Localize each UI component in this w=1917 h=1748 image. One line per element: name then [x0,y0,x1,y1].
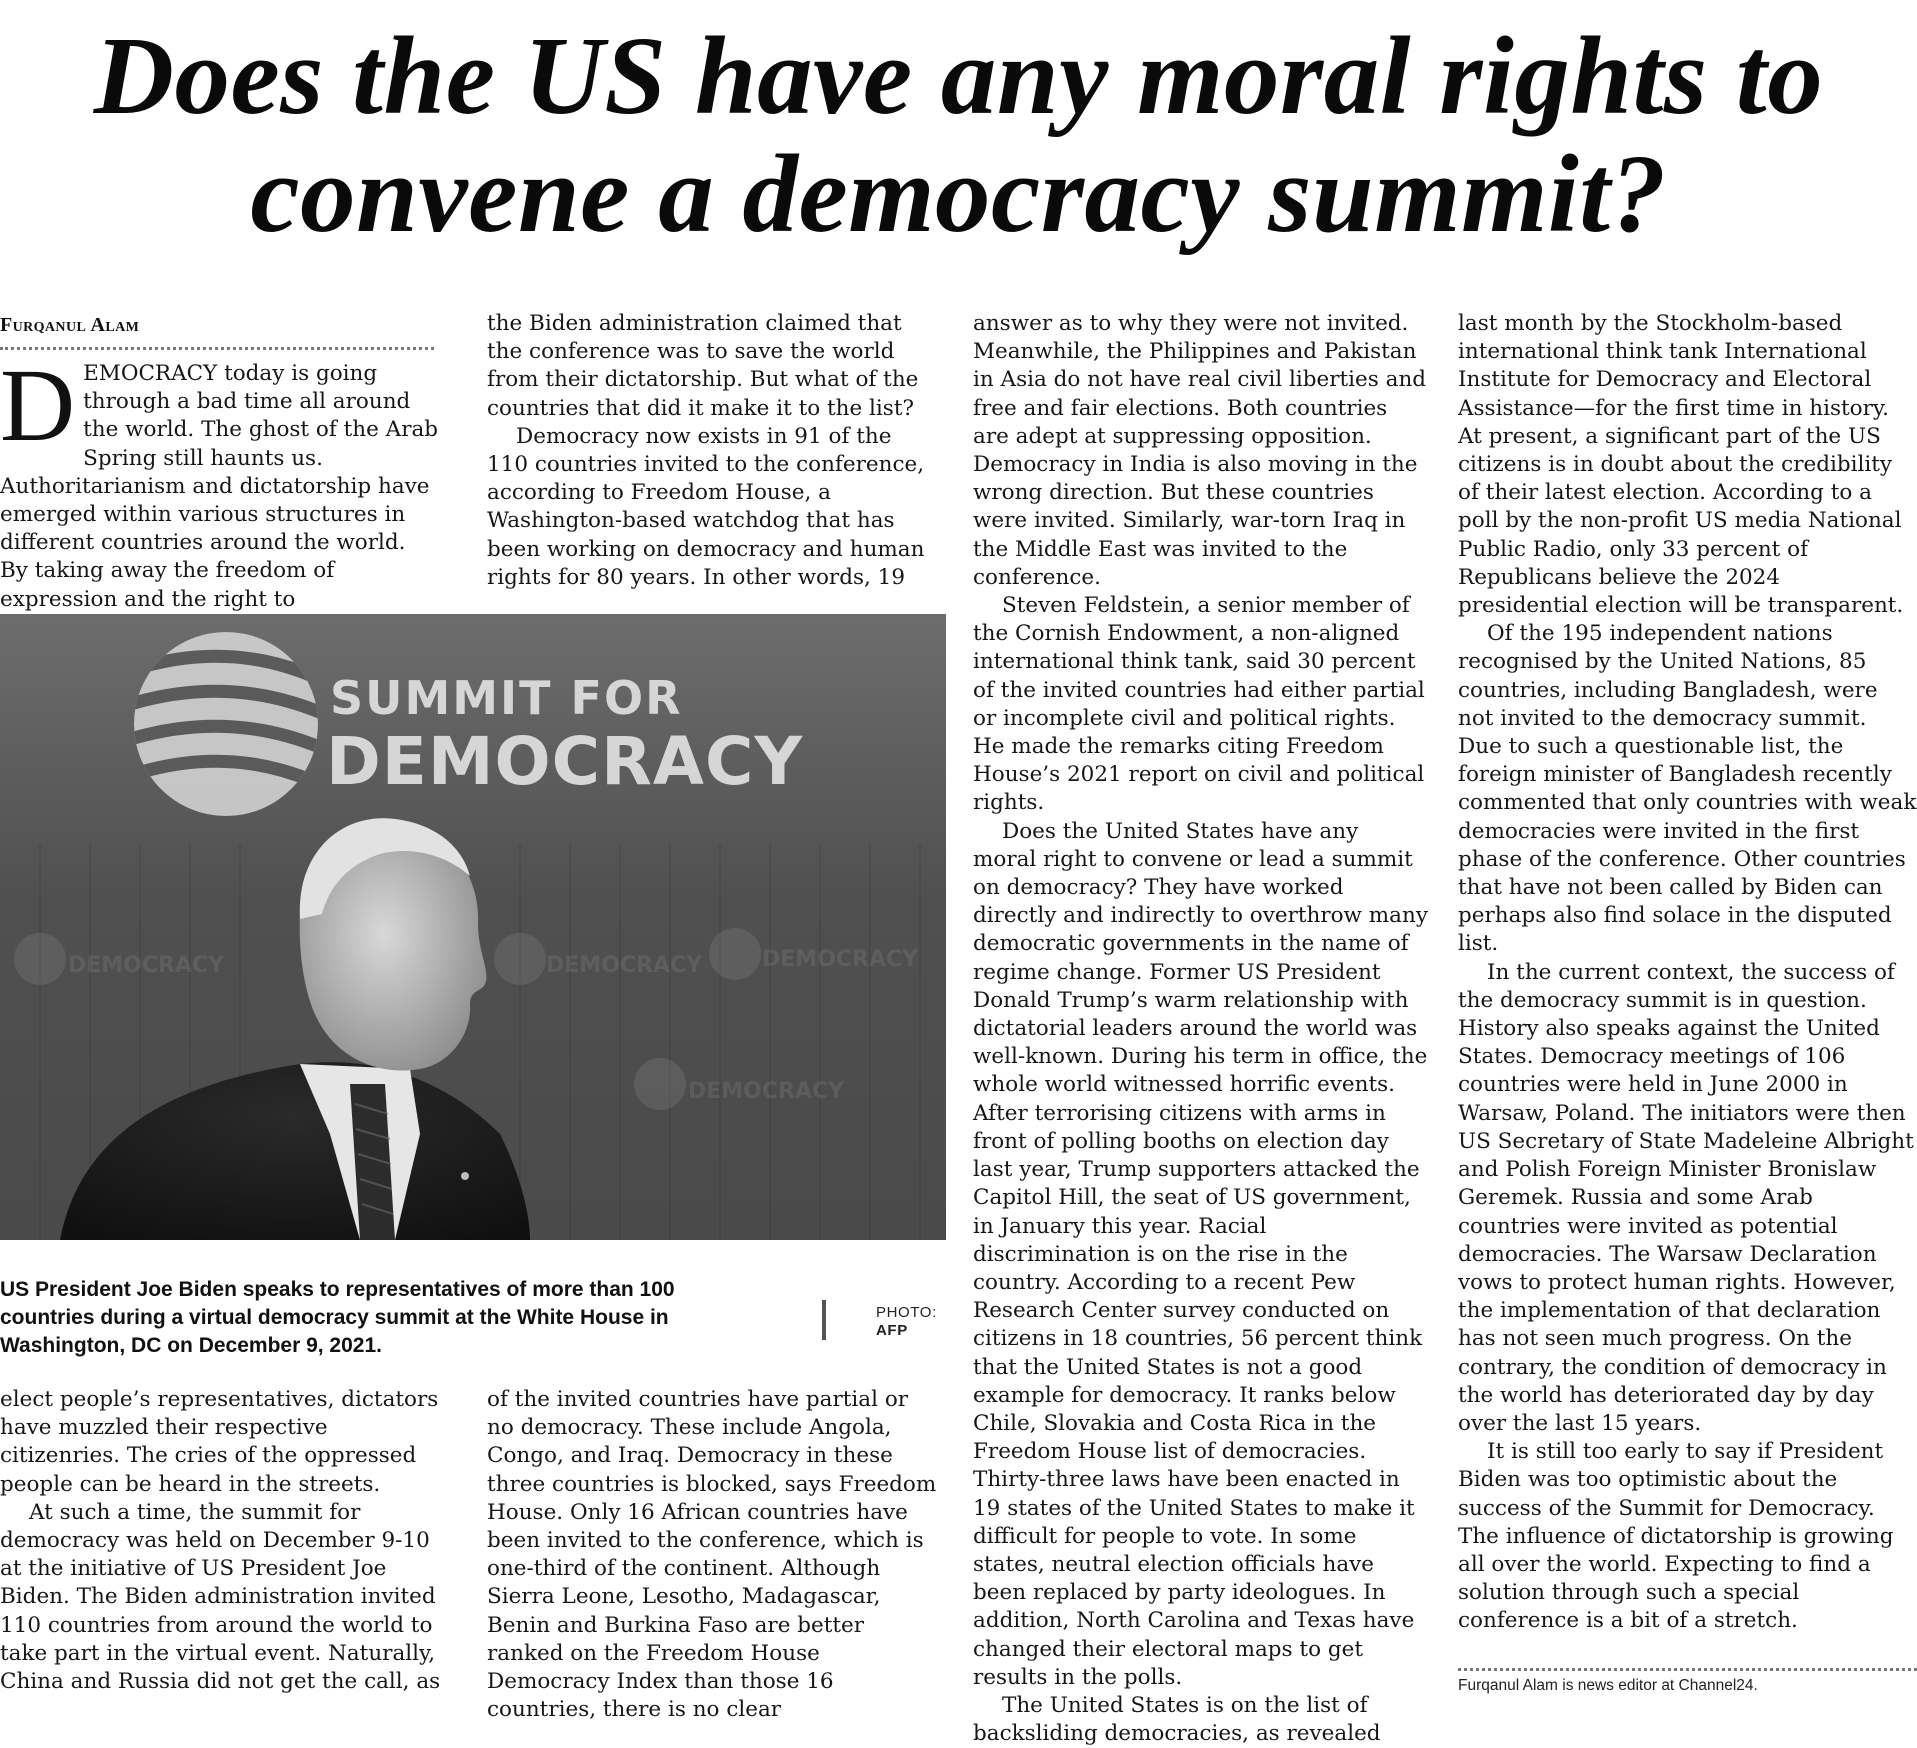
paragraph: last month by the Stockholm-based international think tank International Institute for Democracy and Electoral Assistance—for the first time in history. At present, a significant part of the US citizens is in doubt about the credibility of their latest election. According to a poll by the non-profit US media National Public Radio, only 33 percent of Republicans believe the 2024 presidential election will be transparent. [1458,311,1904,619]
paragraph: In the current context, the success of the democracy summit is in question. History also speaks against the United States. Democracy meetings of 106 countries were held in June 2000 in Warsaw, Poland. The initiators were then US Secretary of State Madeleine Albright and Polish Foreign Minister Bronislaw Geremek. Russia and some Arab countries were invited as potential democracies. The Warsaw Declaration vows to protect human rights. However, the implementation of that declaration has not seen much progress. On the contrary, the condition of democracy in the world has deteriorated day by day over the last 15 years. [1458,959,1914,1436]
column-4 [1458,310,1917,1662]
paragraph: elect people’s representatives, dictators have muzzled their respective citizenries. The cries of the oppressed people can be heard in the streets. [0,1387,439,1497]
drop-cap: D [0,348,76,463]
paragraph: Democracy now exists in 91 of the 110 countries invited to the conference, according to Freedom House, a Washington-based watchdog that has been working on democracy and human rights for 80 years. In other words, 19 [487,423,925,590]
column-1-top [0,348,440,612]
paragraph: The United States is on the list of backsliding democracies, as revealed [973,1692,1381,1747]
paragraph: answer as to why they were not invited. Meanwhile, the Philippines and Pakistan in Asia do not have real civil liberties and free and fair elections. Both countries are adept at suppressing opposition. Democracy in India is also moving in the wrong direction. But these countries were invited. Similarly, war-torn Iraq in the Middle East was invited to the conference. [973,311,1427,590]
headline [0,15,1917,256]
credit-agency: AFP [876,1322,908,1339]
byline: Furqanul Alam [0,314,434,350]
credit-label: PHOTO: [876,1304,937,1321]
wall-text: DEMOCRACY [688,1079,845,1104]
lead-text: EMOCRACY today is going through a bad time all around the world. The ghost of the Arab Spring still haunts us. Authoritarianism and dictatorship have emerged within various structures in different countries around the world. By taking away the freedom of expression and the right to [0,361,439,612]
credit-divider [822,1300,826,1340]
column-3 [973,310,1428,1747]
sign-line-1: SUMMIT FOR [330,671,683,725]
wall-text: DEMOCRACY [546,953,703,978]
author-note: Furqanul Alam is news editor at Channel24. [1458,1668,1917,1695]
photo-caption: US President Joe Biden speaks to representatives of more than 100 countries during a virtual democracy summit at the White House in Washington, DC on December 9, 2021. [0,1278,675,1357]
wall-text: DEMOCRACY [762,947,919,972]
paragraph: At such a time, the summit for democracy was held on December 9-10 at the initiative of US President Joe Biden. The Biden administration invited 110 countries from around the world to take part in the virtual event. Naturally, China and Russia did not get the call, as [0,1499,441,1695]
headline-line-1: Does the US have any moral rights to [93,15,1824,138]
paragraph: the Biden administration claimed that the conference was to save the world from their dictatorship. But what of the countries that did it make it to the list? [487,311,919,421]
paragraph: It is still too early to say if President Biden was too optimistic about the success of the Summit for Democracy. The influence of dictatorship is growing all over the world. Expecting to find a solution through such a special conference is a bit of a stretch. [1458,1439,1894,1634]
wall-text: DEMOCRACY [68,953,225,978]
lead-paragraph [0,348,440,614]
paragraph: Steven Feldstein, a senior member of the Cornish Endowment, a non-aligned international think tank, said 30 percent of the invited countries had either partial or incomplete civil and political rights. He made the remarks citing Freedom House’s 2021 report on civil and political rights. [973,593,1425,816]
news-photo [0,614,946,1240]
column-2-bottom [487,1386,939,1723]
sign-line-2: DEMOCRACY [326,723,804,800]
headline-line-2: convene a democracy summit? [250,133,1667,256]
paragraph: of the invited countries have partial or no democracy. These include Angola, Congo, and Iraq. Democracy in these three countries is blocked, says Freedom House. Only 16 African countries have been invited to the conference, which is one-third of the continent. Although Sierra Leone, Lesotho, Madagascar, Benin and Burkina Faso are better ranked on the Freedom House Democracy Index than those 16 countries, there is no clear [487,1387,937,1723]
paragraph: Does the United States have any moral right to convene or lead a summit on democracy? They have worked directly and indirectly to overthrow many democratic governments in the name of regime change. Former US President Donald Trump’s warm relationship with dictatorial leaders around the world was well-known. During his term in office, the whole world witnessed horrific events. After terrorising citizens with arms in front of polling booths on election day last year, Trump supporters attacked the Capitol Hill, the seat of US government, in January this year. Racial discrimination is on the rise in the country. According to a recent Pew Research Center survey conducted on citizens in 18 countries, 56 percent think that the United States is not a good example for democracy. It ranks below Chile, Slovakia and Costa Rica in the Freedom House list of democracies. Thirty-three laws have been enacted in 19 states of the United States to make it difficult for people to vote. In some states, neutral election officials have been replaced by party ideologues. In addition, North Carolina and Texas have changed their electoral maps to get results in the polls. [973,818,1428,1690]
column-1-bottom [0,1386,450,1703]
photo-credit [876,1304,937,1340]
column-2-top [487,310,939,592]
paragraph: Of the 195 independent nations recognised by the United Nations, 85 countries, including Bangladesh, were not invited to the democracy summit. Due to such a questionable list, the foreign minister of Bangladesh recently commented that only countries with weak democracies were invited in the first phase of the conference. Other countries that have not been called by Biden can perhaps also find solace in the disputed list. [1458,621,1917,957]
